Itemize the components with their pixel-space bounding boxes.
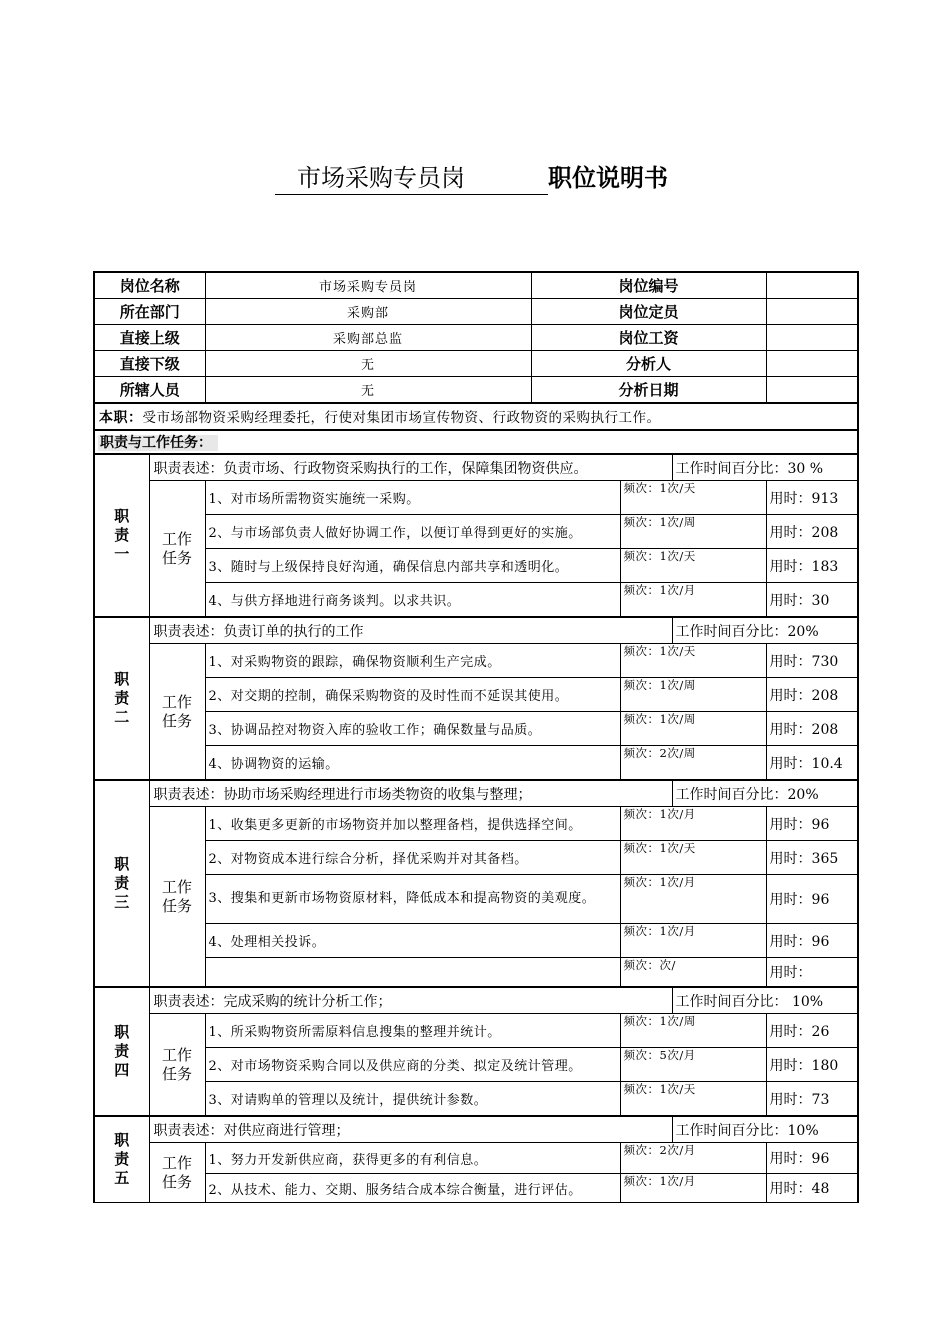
task-time: 用时：26	[766, 1014, 858, 1048]
info-label: 分析人	[531, 351, 766, 377]
duty-desc-row	[94, 987, 858, 1014]
task-row	[94, 924, 858, 958]
info-label: 所在部门	[94, 299, 205, 325]
main-duty-text: 受市场部物资采购经理委托，行使对集团市场宣传物资、行政物资的采购执行工作。	[142, 410, 661, 426]
duty-pct: 工作时间百分比： 10%	[672, 987, 858, 1014]
task-time: 用时：365	[766, 841, 858, 875]
task-frequency: 频次：1次/周	[620, 515, 766, 549]
info-label: 岗位编号	[531, 272, 766, 299]
task-text: 2、对市场物资采购合同以及供应商的分类、拟定及统计管理。	[205, 1048, 620, 1082]
task-frequency: 频次：1次/周	[620, 712, 766, 746]
duties-header-row	[94, 430, 858, 454]
info-value	[766, 272, 858, 299]
duty-desc: 职责表述：负责市场、行政物资采购执行的工作，保障集团物资供应。	[149, 454, 672, 481]
task-row	[94, 1048, 858, 1082]
task-frequency: 频次：1次/天	[620, 644, 766, 678]
duties-header: 职责与工作任务：	[98, 435, 218, 451]
task-time: 用时：183	[766, 549, 858, 583]
task-frequency: 频次：1次/天	[620, 1082, 766, 1117]
duty-label-text: 职责二	[114, 670, 130, 726]
task-text: 3、协调品控对物资入库的验收工作；确保数量与品质。	[205, 712, 620, 746]
task-row	[94, 1143, 858, 1174]
task-frequency: 频次：1次/月	[620, 1174, 766, 1203]
title-position-name: 市场采购专员岗	[275, 162, 548, 195]
task-time: 用时：730	[766, 644, 858, 678]
task-row	[94, 712, 858, 746]
duty-desc: 职责表述：协助市场采购经理进行市场类物资的收集与整理；	[149, 780, 672, 807]
work-label: 工作任务	[149, 1143, 205, 1203]
info-value	[766, 299, 858, 325]
task-row	[94, 481, 858, 515]
duty-label	[94, 454, 149, 617]
task-text: 1、努力开发新供应商，获得更多的有利信息。	[205, 1143, 620, 1174]
duty-label-text: 职责五	[114, 1131, 130, 1187]
task-time: 用时：73	[766, 1082, 858, 1117]
task-row	[94, 746, 858, 781]
task-text: 1、对采购物资的跟踪，确保物资顺利生产完成。	[205, 644, 620, 678]
duty-label	[94, 617, 149, 780]
duty-pct: 工作时间百分比：10%	[672, 1116, 858, 1143]
task-text: 1、对市场所需物资实施统一采购。	[205, 481, 620, 515]
info-label: 岗位定员	[531, 299, 766, 325]
task-time: 用时：208	[766, 712, 858, 746]
duty-desc-row	[94, 780, 858, 807]
task-text: 2、对物资成本进行综合分析，择优采购并对其备档。	[205, 841, 620, 875]
task-frequency: 频次：1次/月	[620, 807, 766, 841]
task-text: 3、对请购单的管理以及统计，提供统计参数。	[205, 1082, 620, 1117]
duty-label-text: 职责一	[114, 507, 130, 563]
work-label: 工作任务	[149, 644, 205, 781]
duty-desc: 职责表述：完成采购的统计分析工作；	[149, 987, 672, 1014]
task-time: 用时：208	[766, 678, 858, 712]
task-time: 用时：96	[766, 875, 858, 924]
main-duty-row	[94, 403, 858, 430]
info-row	[94, 299, 858, 325]
task-time: 用时：180	[766, 1048, 858, 1082]
task-text: 3、搜集和更新市场物资原材料，降低成本和提高物资的美观度。	[205, 875, 620, 924]
task-time: 用时：48	[766, 1174, 858, 1203]
task-row	[94, 1174, 858, 1203]
task-frequency: 频次：1次/天	[620, 549, 766, 583]
info-label: 直接上级	[94, 325, 205, 351]
info-value: 采购部总监	[205, 325, 531, 351]
duty-desc-row	[94, 454, 858, 481]
info-value: 无	[205, 377, 531, 404]
task-text: 2、与市场部负责人做好协调工作，以便订单得到更好的实施。	[205, 515, 620, 549]
task-time: 用时：96	[766, 807, 858, 841]
task-frequency: 频次：1次/天	[620, 841, 766, 875]
task-frequency: 频次：2次/月	[620, 1143, 766, 1174]
task-frequency: 频次：1次/周	[620, 1014, 766, 1048]
duty-label	[94, 987, 149, 1116]
info-label: 岗位工资	[531, 325, 766, 351]
task-row	[94, 875, 858, 924]
task-time: 用时：	[766, 958, 858, 988]
work-label: 工作任务	[149, 1014, 205, 1117]
info-label: 分析日期	[531, 377, 766, 404]
duty-label-text: 职责四	[114, 1023, 130, 1079]
task-frequency: 频次：1次/周	[620, 678, 766, 712]
task-text: 3、随时与上级保持良好沟通，确保信息内部共享和透明化。	[205, 549, 620, 583]
duty-desc-row	[94, 1116, 858, 1143]
task-time: 用时：30	[766, 583, 858, 618]
task-row	[94, 807, 858, 841]
task-row	[94, 841, 858, 875]
duty-pct: 工作时间百分比：20%	[672, 617, 858, 644]
task-frequency: 频次：5次/月	[620, 1048, 766, 1082]
task-row	[94, 515, 858, 549]
info-value	[766, 351, 858, 377]
task-frequency: 频次：1次/月	[620, 924, 766, 958]
job-description-table	[93, 271, 859, 1203]
task-row	[94, 958, 858, 988]
duty-desc-row	[94, 617, 858, 644]
task-row	[94, 1014, 858, 1048]
info-value: 市场采购专员岗	[205, 272, 531, 299]
duty-label	[94, 1116, 149, 1203]
duty-desc: 职责表述：负责订单的执行的工作	[149, 617, 672, 644]
task-row	[94, 583, 858, 618]
task-time: 用时：10.4	[766, 746, 858, 781]
duty-pct: 工作时间百分比：20%	[672, 780, 858, 807]
info-value	[766, 377, 858, 404]
info-value: 无	[205, 351, 531, 377]
task-row	[94, 678, 858, 712]
work-label: 工作任务	[149, 807, 205, 988]
task-text	[205, 958, 620, 988]
duty-label-text: 职责三	[114, 855, 130, 911]
task-time: 用时：96	[766, 924, 858, 958]
task-row	[94, 1082, 858, 1117]
info-row	[94, 272, 858, 299]
task-text: 4、与供方择地进行商务谈判。以求共识。	[205, 583, 620, 618]
task-text: 4、协调物资的运输。	[205, 746, 620, 781]
task-time: 用时：913	[766, 481, 858, 515]
task-text: 1、收集更多更新的市场物资并加以整理备档，提供选择空间。	[205, 807, 620, 841]
task-time: 用时：208	[766, 515, 858, 549]
task-frequency: 频次：1次/天	[620, 481, 766, 515]
main-duty-label: 本职：	[99, 410, 143, 426]
task-frequency: 频次：2次/周	[620, 746, 766, 781]
info-label: 直接下级	[94, 351, 205, 377]
task-row	[94, 644, 858, 678]
work-label: 工作任务	[149, 481, 205, 618]
info-row	[94, 351, 858, 377]
task-frequency: 频次：1次/月	[620, 875, 766, 924]
info-value: 采购部	[205, 299, 531, 325]
duty-pct: 工作时间百分比：30 %	[672, 454, 858, 481]
task-text: 1、所采购物资所需原料信息搜集的整理并统计。	[205, 1014, 620, 1048]
task-text: 2、对交期的控制，确保采购物资的及时性而不延误其使用。	[205, 678, 620, 712]
duty-label	[94, 780, 149, 987]
task-text: 2、从技术、能力、交期、服务结合成本综合衡量，进行评估。	[205, 1174, 620, 1203]
task-frequency: 频次：1次/月	[620, 583, 766, 618]
title-doc-name: 职位说明书	[548, 164, 668, 192]
task-time: 用时：96	[766, 1143, 858, 1174]
info-row	[94, 377, 858, 404]
info-label: 所辖人员	[94, 377, 205, 404]
info-row	[94, 325, 858, 351]
info-label: 岗位名称	[94, 272, 205, 299]
info-value	[766, 325, 858, 351]
duty-desc: 职责表述：对供应商进行管理；	[149, 1116, 672, 1143]
task-frequency: 频次：次/	[620, 958, 766, 988]
task-row	[94, 549, 858, 583]
task-text: 4、处理相关投诉。	[205, 924, 620, 958]
